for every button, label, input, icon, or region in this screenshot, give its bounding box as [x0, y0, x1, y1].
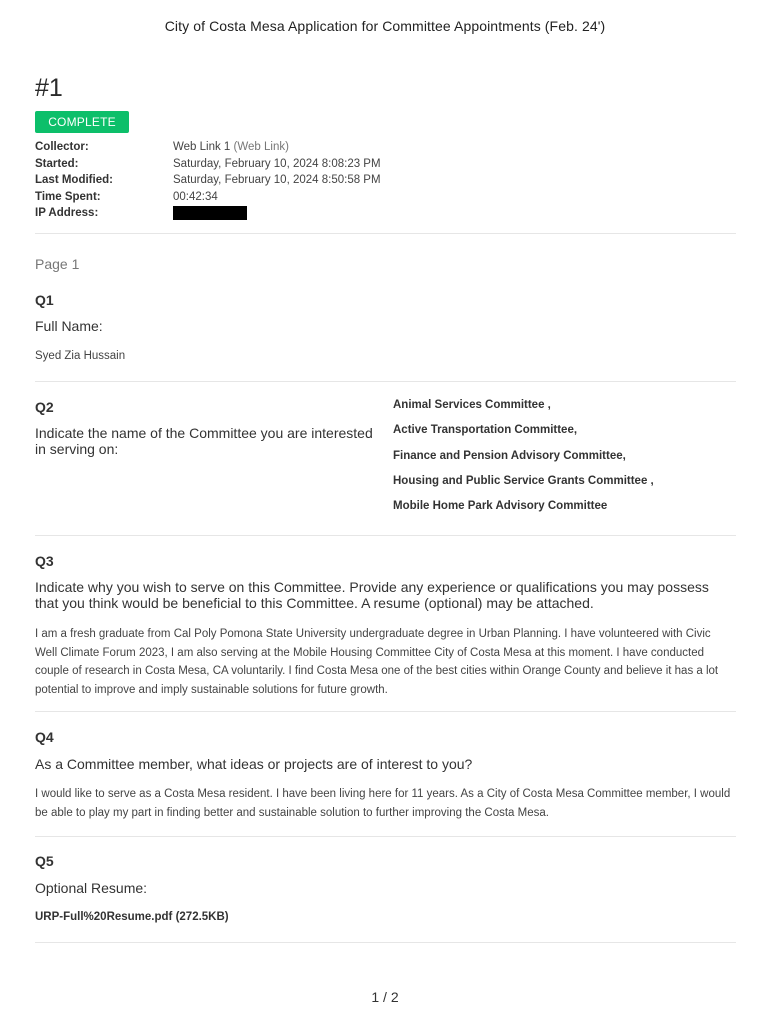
q5-text: Optional Resume:: [35, 880, 148, 896]
q1-number: Q1: [35, 292, 54, 308]
committee-item: Housing and Public Service Grants Committee ,: [393, 474, 654, 487]
modified-label: Last Modified:: [35, 174, 113, 187]
q3-answer: I am a fresh graduate from Cal Poly Pomona State University undergraduate degree in Urban Planning. I have volunteered with Civic Well Climate Forum 2023, I am also serving at the Mobile Housing Committee City of Costa Mesa at this moment. I have conducted couple of research in Costa Mesa, CA voluntarily. I find Costa Mesa one of the best cities within Orange County and believe it has a lot potential to improve and imply sustainable solutions for future growth.: [35, 628, 719, 696]
started-row: [35, 156, 381, 173]
q4-number: Q4: [35, 729, 54, 745]
q2-number: Q2: [35, 399, 54, 415]
q4-answer: I would like to serve as a Costa Mesa resident. I have been living here for 11 years. As a City of Costa Mesa Committee member, I would be able to play my part in finding better and sustainable solution to further improving the Costa Mesa.: [35, 788, 731, 819]
q4-text: As a Committee member, what ideas or projects are of interest to you?: [35, 756, 473, 772]
modified-value: Saturday, February 10, 2024 8:50:58 PM: [173, 174, 381, 187]
committee-item: Mobile Home Park Advisory Committee: [393, 500, 608, 513]
document-title: City of Costa Mesa Application for Committee Appointments (Feb. 24'): [164, 18, 606, 34]
collector-type: (Web Link): [233, 141, 289, 154]
divider: [35, 711, 736, 712]
collector-name: Web Link 1: [173, 141, 231, 154]
modified-row: [35, 172, 381, 189]
divider: [35, 381, 736, 382]
q3-text: Indicate why you wish to serve on this Committee. Provide any experience or qualifications you may possess that you think would be beneficial to this Committee. A resume (optional) may be attached.: [35, 579, 709, 611]
q5-number: Q5: [35, 853, 54, 869]
time-spent-row: [35, 189, 381, 206]
time-spent-label: Time Spent:: [35, 190, 101, 203]
collector-value: [173, 141, 289, 153]
time-spent-value: 00:42:34: [173, 190, 218, 203]
q1-answer: Syed Zia Hussain: [35, 350, 126, 362]
committee-item: Finance and Pension Advisory Committee,: [393, 449, 626, 462]
page-label: Page 1: [35, 256, 80, 272]
started-value: Saturday, February 10, 2024 8:08:23 PM: [173, 157, 381, 170]
q2-answer-list: [393, 399, 654, 525]
page-indicator: 1 / 2: [371, 989, 399, 1005]
response-metadata: [35, 139, 381, 222]
q3-number: Q3: [35, 553, 54, 569]
divider: [35, 233, 736, 234]
collector-label: Collector:: [35, 141, 89, 154]
q5-resume-link[interactable]: URP-Full%20Resume.pdf (272.5KB): [35, 911, 229, 923]
q1-text: Full Name:: [35, 318, 103, 334]
divider: [35, 836, 736, 837]
committee-item: Active Transportation Committee,: [393, 424, 578, 437]
ip-address-row: [35, 205, 381, 222]
divider: [35, 942, 736, 943]
response-number: #1: [35, 74, 63, 102]
committee-item: Animal Services Committee ,: [393, 399, 551, 411]
collector-row: [35, 139, 381, 156]
status-badge: COMPLETE: [35, 111, 129, 133]
started-label: Started:: [35, 157, 79, 170]
redacted-ip-block: [173, 206, 247, 220]
q2-text: Indicate the name of the Committee you are interested in serving on:: [35, 425, 373, 457]
divider: [35, 535, 736, 536]
ip-address-label: IP Address:: [35, 207, 99, 220]
